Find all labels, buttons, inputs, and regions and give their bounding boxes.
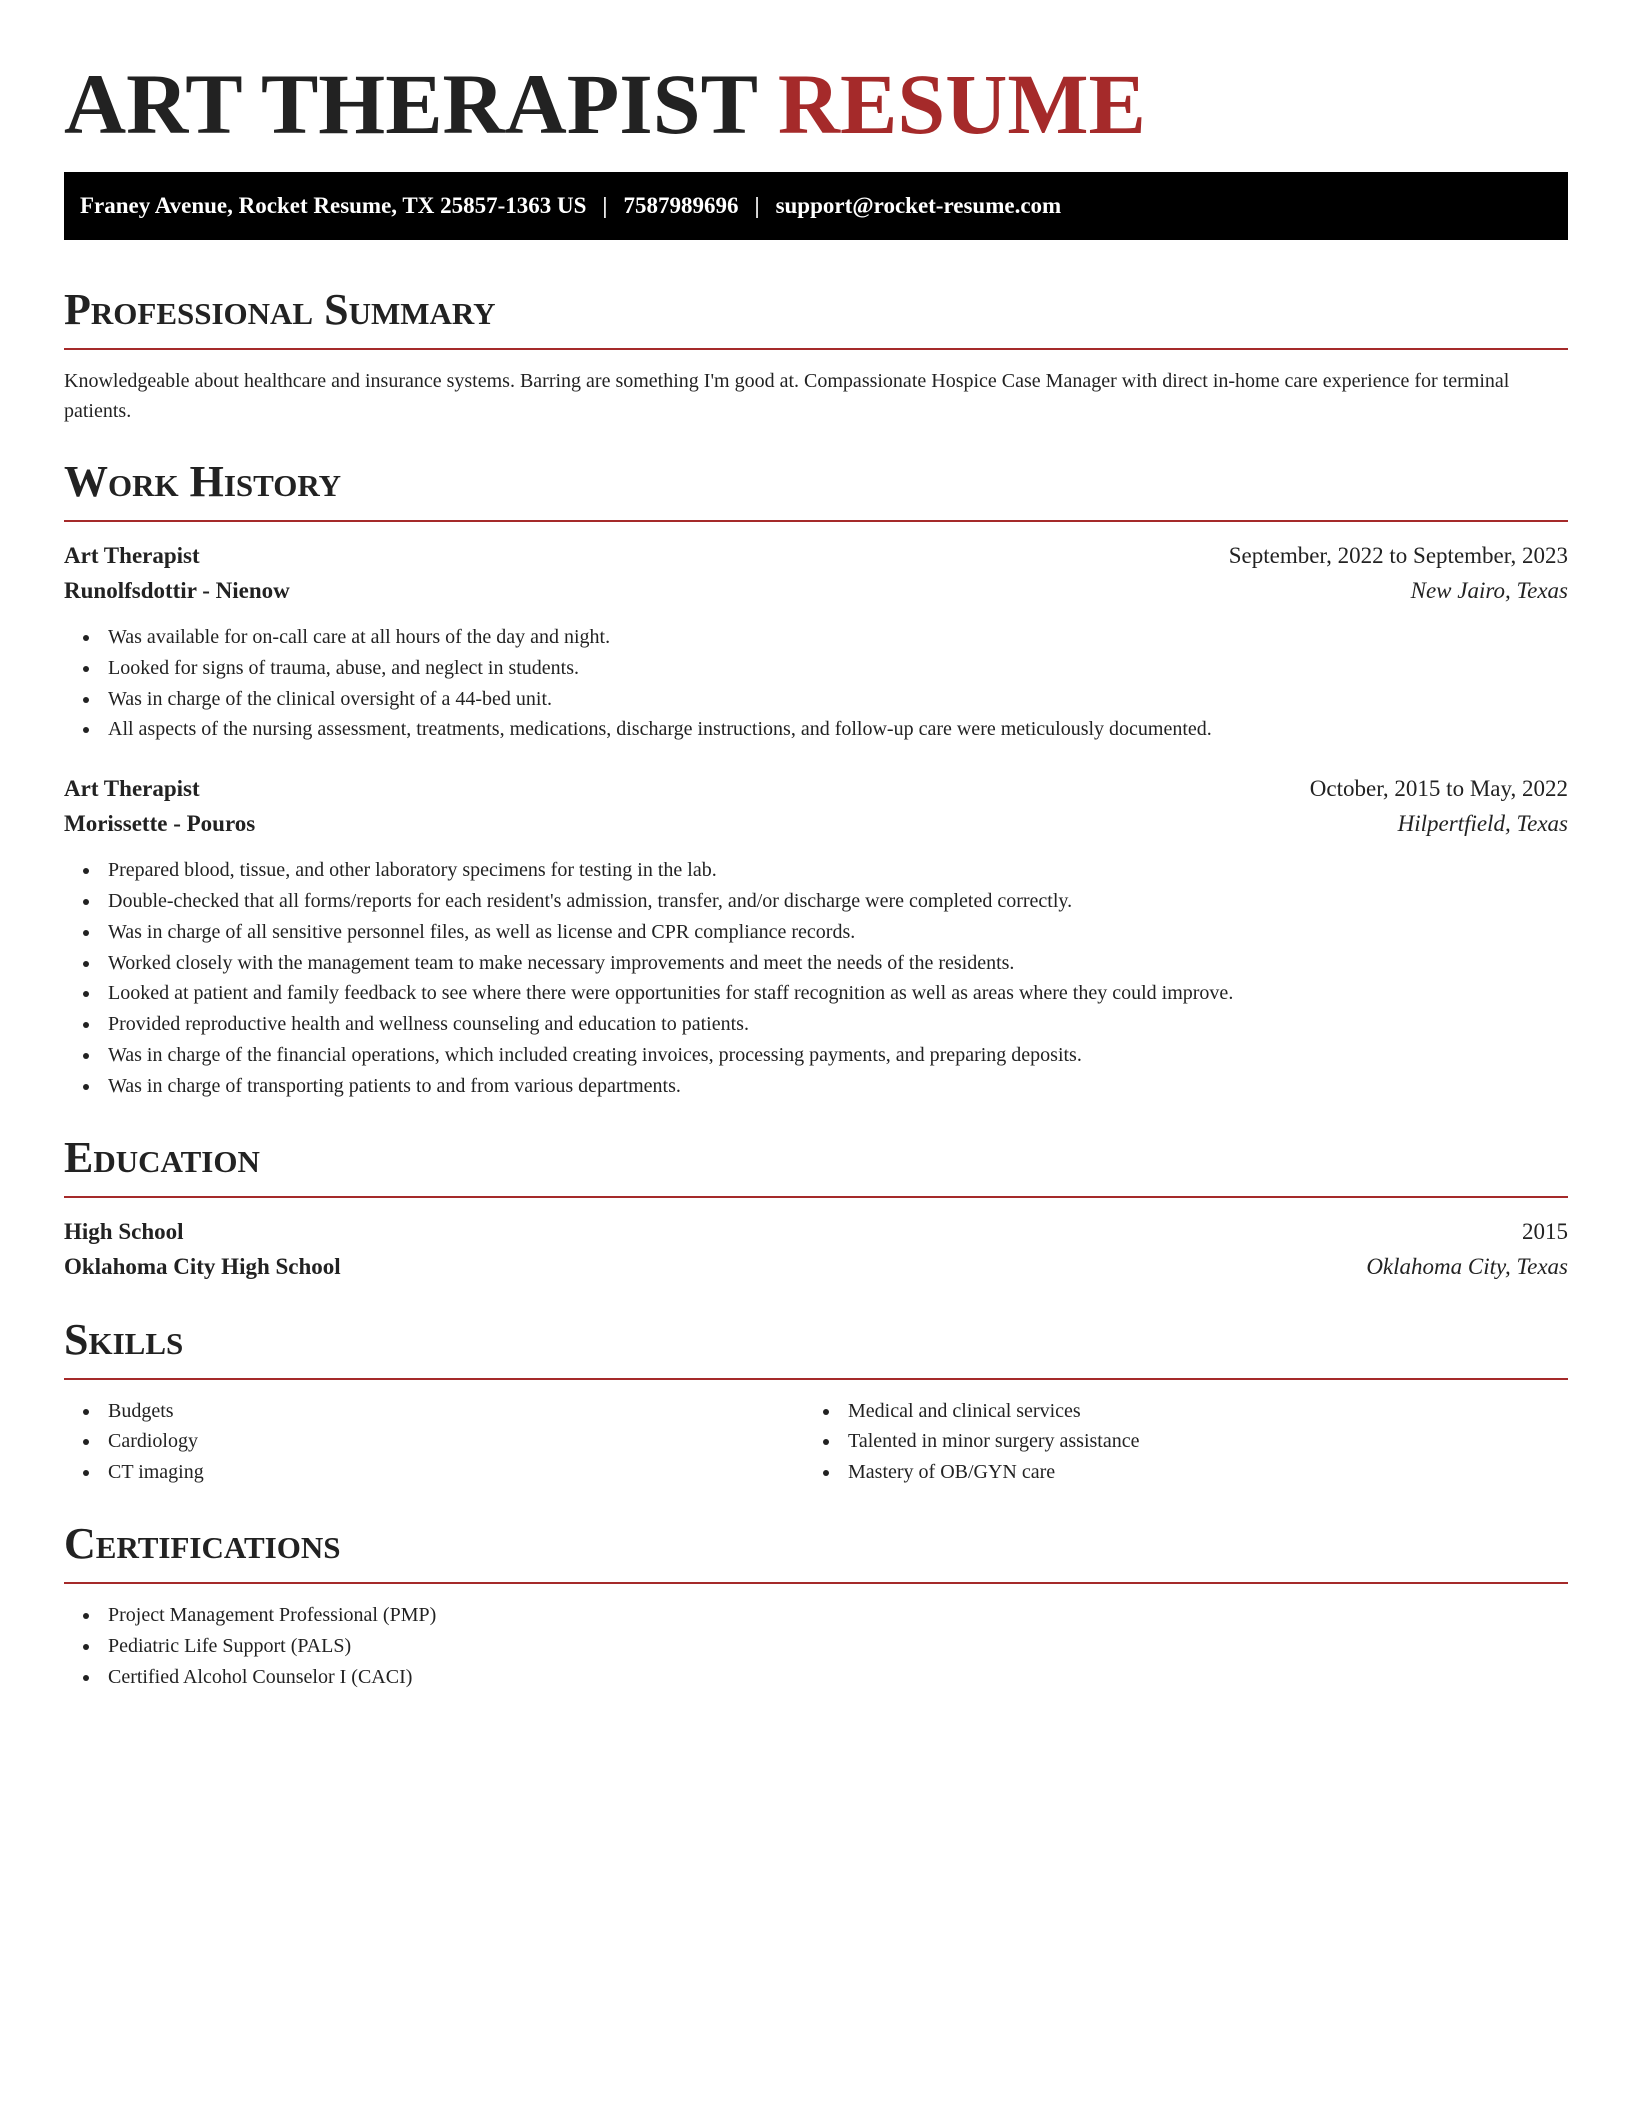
- job-duties-list: [64, 622, 1568, 745]
- list-item: Was in charge of all sensitive personnel files, as well as license and CPR compliance records.: [64, 917, 1568, 948]
- education-school-row: [64, 1249, 1568, 1284]
- job-company-row: [64, 573, 1568, 608]
- list-item: Was in charge of the financial operations, which included creating invoices, processing payments, and preparing deposits.: [64, 1040, 1568, 1071]
- job-entry: [64, 771, 1568, 1101]
- resume-title: [64, 52, 1568, 156]
- contact-separator: |: [754, 193, 760, 218]
- list-item: Provided reproductive health and wellness counseling and education to patients.: [64, 1009, 1568, 1040]
- job-title: Art Therapist: [64, 543, 200, 568]
- contact-email: support@rocket-resume.com: [775, 193, 1062, 218]
- summary-section: [64, 284, 1568, 426]
- job-header-row: [64, 538, 1568, 573]
- skills-grid: [64, 1396, 1568, 1488]
- job-duties-list: [64, 855, 1568, 1101]
- education-location: Oklahoma City, Texas: [1366, 1253, 1568, 1279]
- job-dates: October, 2015 to May, 2022: [1309, 776, 1568, 802]
- section-heading-education: Education: [64, 1132, 260, 1182]
- certification-item: Pediatric Life Support (PALS): [64, 1631, 1568, 1662]
- list-item: Worked closely with the management team to make necessary improvements and meet the needs of the residents.: [64, 948, 1568, 979]
- list-item: Looked for signs of trauma, abuse, and neglect in students.: [64, 653, 1568, 684]
- section-heading-skills: Skills: [64, 1314, 184, 1364]
- education-school: Oklahoma City High School: [64, 1253, 341, 1279]
- skill-item: CT imaging: [64, 1457, 804, 1488]
- section-divider: [64, 520, 1568, 522]
- list-item: All aspects of the nursing assessment, treatments, medications, discharge instructions, and follow-up care were meticulously documented.: [64, 714, 1568, 745]
- work-history-section: [64, 456, 1568, 1102]
- job-location: New Jairo, Texas: [1410, 578, 1568, 603]
- job-entry: [64, 538, 1568, 745]
- skills-section: [64, 1314, 1568, 1488]
- resume-page: [64, 0, 1568, 1692]
- section-heading-certifications: Certifications: [64, 1518, 341, 1568]
- contact-separator: |: [602, 193, 608, 218]
- summary-text: Knowledgeable about healthcare and insurance systems. Barring are something I'm good at. Compassionate Hospice Case Manager with direct in-home care experience for terminal patients.: [64, 370, 1510, 422]
- skill-item: Talented in minor surgery assistance: [804, 1426, 1544, 1457]
- certifications-section: [64, 1518, 1568, 1692]
- title-main: ART THERAPIST: [64, 56, 757, 152]
- section-heading-summary: Professional Summary: [64, 285, 496, 334]
- list-item: Was in charge of transporting patients to and from various departments.: [64, 1071, 1568, 1102]
- job-title: Art Therapist: [64, 776, 200, 802]
- skills-list-left: [64, 1396, 804, 1488]
- job-location: Hilpertfield, Texas: [1397, 811, 1568, 837]
- section-heading-work-history: Work History: [64, 457, 342, 506]
- list-item: Was available for on-call care at all hours of the day and night.: [64, 622, 1568, 653]
- skill-item: Mastery of OB/GYN care: [804, 1457, 1544, 1488]
- list-item: Double-checked that all forms/reports for each resident's admission, transfer, and/or discharge were completed correctly.: [64, 886, 1568, 917]
- section-divider: [64, 348, 1568, 350]
- skill-item: Budgets: [64, 1396, 804, 1427]
- contact-bar: [64, 172, 1568, 240]
- title-accent: RESUME: [777, 56, 1146, 152]
- education-header-row: [64, 1214, 1568, 1249]
- job-company-row: [64, 806, 1568, 841]
- education-year: 2015: [1522, 1218, 1568, 1244]
- section-divider: [64, 1378, 1568, 1380]
- skill-item: Medical and clinical services: [804, 1396, 1544, 1427]
- job-company: Runolfsdottir - Nienow: [64, 578, 290, 603]
- contact-address: Franey Avenue, Rocket Resume, TX 25857-1363 US: [80, 193, 587, 218]
- education-section: [64, 1132, 1568, 1284]
- list-item: Prepared blood, tissue, and other laboratory specimens for testing in the lab.: [64, 855, 1568, 886]
- section-divider: [64, 1196, 1568, 1198]
- list-item: Was in charge of the clinical oversight of a 44-bed unit.: [64, 684, 1568, 715]
- job-header-row: [64, 771, 1568, 806]
- job-company: Morissette - Pouros: [64, 811, 256, 837]
- section-divider: [64, 1582, 1568, 1584]
- skills-list-right: [804, 1396, 1544, 1488]
- contact-phone: 7587989696: [623, 193, 739, 218]
- certification-item: Certified Alcohol Counselor I (CACI): [64, 1662, 1568, 1693]
- certification-item: Project Management Professional (PMP): [64, 1600, 1568, 1631]
- job-dates: September, 2022 to September, 2023: [1228, 543, 1568, 568]
- list-item: Looked at patient and family feedback to see where there were opportunities for staff recognition as well as areas where they could improve.: [64, 978, 1568, 1009]
- skill-item: Cardiology: [64, 1426, 804, 1457]
- certifications-list: [64, 1600, 1568, 1692]
- education-degree: High School: [64, 1218, 184, 1244]
